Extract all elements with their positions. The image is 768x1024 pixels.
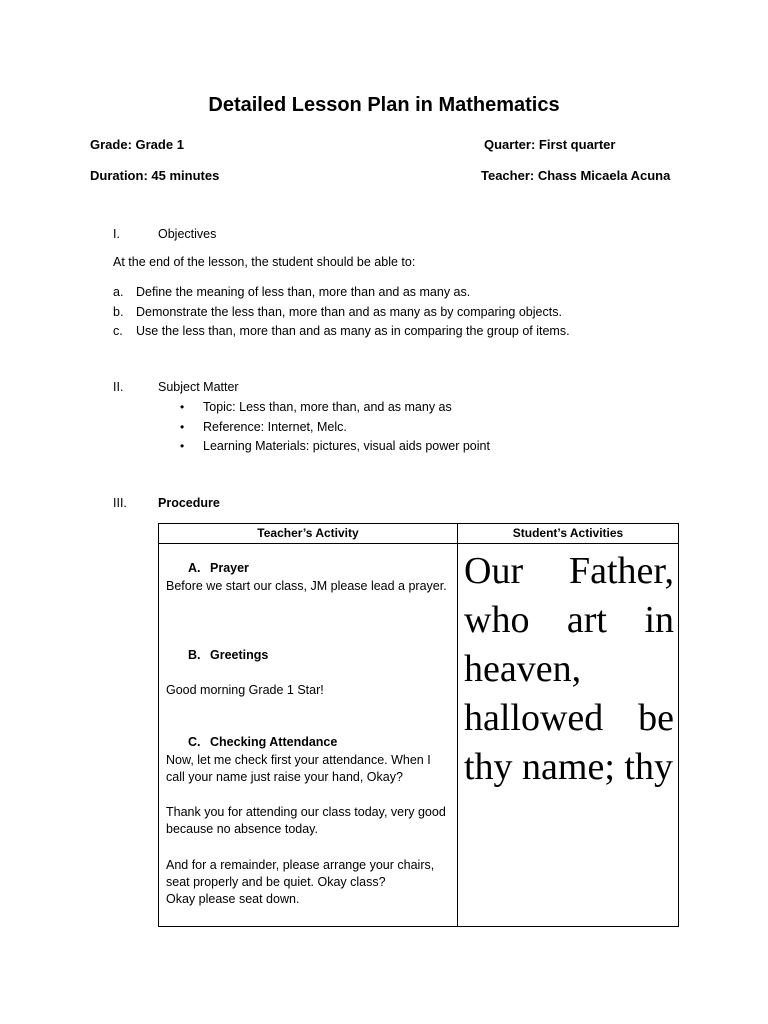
section-number-objectives: I. [113, 227, 120, 241]
list-text: Define the meaning of less than, more than and as many as. [136, 285, 471, 299]
section-number-subject-matter: II. [113, 380, 124, 394]
objectives-intro: At the end of the lesson, the student should be able to: [113, 255, 416, 269]
header-student-activities: Student’s Activities [458, 524, 679, 544]
list-item [180, 398, 490, 418]
list-letter: a. [113, 285, 124, 299]
student-activity-cell [458, 544, 679, 927]
list-item [113, 322, 570, 342]
section-number-procedure: III. [113, 496, 127, 510]
list-text: Use the less than, more than and as many as in comparing the group of items. [136, 324, 570, 338]
prayer-heading: A. Prayer [188, 561, 249, 575]
subject-matter-list [180, 398, 490, 457]
list-item [113, 303, 570, 323]
table-row [159, 544, 679, 927]
greetings-heading: B. Greetings [188, 648, 269, 662]
list-text: Demonstrate the less than, more than and as many as by comparing objects. [136, 304, 562, 319]
prayer-text: Before we start our class, JM please lead a prayer. [166, 579, 447, 593]
list-letter: c. [113, 324, 123, 338]
greetings-text: Good morning Grade 1 Star! [166, 683, 324, 697]
list-item [113, 283, 570, 303]
table-header-row [159, 524, 679, 544]
list-text: Reference: Internet, Melc. [203, 419, 347, 434]
attendance-text-3: And for a remainder, please arrange your chairs, seat properly and be quiet. Okay class? [166, 858, 435, 889]
attendance-text-4: Okay please seat down. [166, 892, 300, 906]
teacher-activity-cell [159, 544, 458, 927]
bullet-icon: • [180, 419, 185, 434]
bullet-icon: • [180, 439, 185, 453]
quarter-label: Quarter: First quarter [484, 137, 616, 152]
student-prayer-text: Our Father, who art in heaven, hallowed be thy name; thy [464, 550, 674, 788]
list-item [180, 437, 490, 457]
list-text: Topic: Less than, more than, and as many as [203, 400, 452, 414]
header-teacher-activity: Teacher’s Activity [159, 524, 458, 544]
list-item [180, 418, 490, 438]
bullet-icon: • [180, 400, 185, 414]
attendance-text-1: Now, let me check first your attendance. When I call your name just raise your hand, Okay? [166, 753, 431, 784]
document-title: Detailed Lesson Plan in Mathematics [208, 94, 560, 116]
duration-label: Duration: 45 minutes [90, 168, 220, 183]
teacher-label: Teacher: Chass Micaela Acuna [481, 168, 671, 183]
procedure-table [158, 523, 679, 927]
attendance-heading: C. Checking Attendance [188, 735, 338, 749]
attendance-text-2: Thank you for attending our class today, very good because no absence today. [166, 805, 446, 836]
section-title-objectives: Objectives [158, 227, 217, 241]
objectives-list [113, 283, 570, 342]
list-text: Learning Materials: pictures, visual aids power point [203, 439, 490, 453]
section-title-procedure: Procedure [158, 496, 220, 510]
grade-label: Grade: Grade 1 [90, 137, 184, 152]
section-title-subject-matter: Subject Matter [158, 380, 239, 394]
list-letter: b. [113, 304, 124, 319]
